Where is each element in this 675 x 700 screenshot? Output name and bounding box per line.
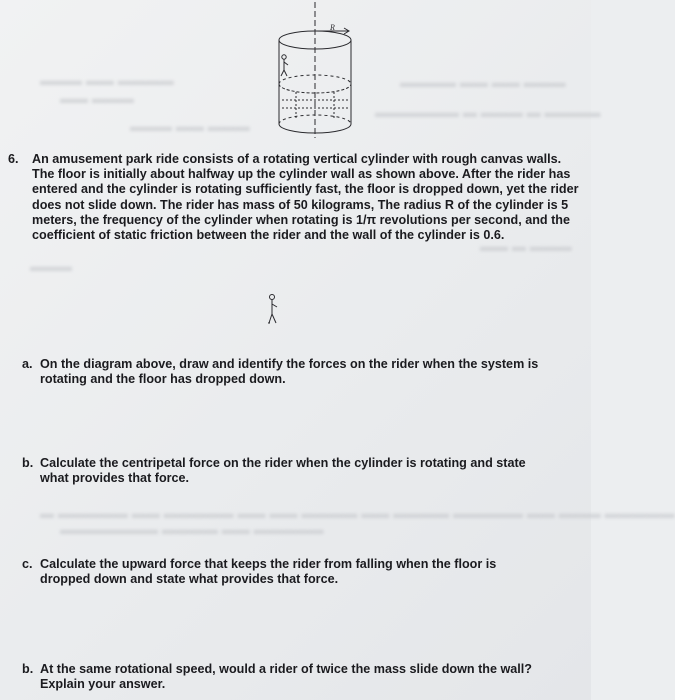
show-through-text: ▬▬▬ <box>30 258 72 274</box>
part-text-line: what provides that force. <box>40 471 190 486</box>
part-text-line: dropped down and state what provides that force. <box>40 572 339 587</box>
part-letter: b. <box>22 662 34 676</box>
show-through-text: ▬ ▬▬▬▬▬ ▬▬ ▬▬▬▬▬ ▬▬ ▬▬ ▬▬▬▬ ▬▬ ▬▬▬▬ ▬▬▬▬▬ ▬▬ ▬▬▬ ▬▬▬▬▬ <box>40 505 675 521</box>
question-text-line: entered and the cylinder is rotating sufficiently fast, the floor is dropped down, yet the rider <box>32 182 579 197</box>
part-letter: b. <box>22 456 34 470</box>
question-text-line: An amusement park ride consists of a rotating vertical cylinder with rough canvas walls. <box>32 152 562 166</box>
question-text-line: The floor is initially about halfway up the cylinder wall as shown above. After the rider has <box>32 167 571 182</box>
question-text-line: does not slide down. The rider has mass of 50 kilograms, The radius R of the cylinder is 5 <box>32 197 569 212</box>
part-a <box>22 357 582 388</box>
rider-free-body-figure <box>262 290 286 330</box>
part-letter: a. <box>22 357 33 371</box>
question-text-line: meters, the frequency of the cylinder when rotating is 1/π revolutions per second, and the <box>32 212 570 227</box>
rotating-cylinder-diagram <box>270 0 360 140</box>
show-through-text: ▬▬ ▬ ▬▬▬ <box>480 238 572 254</box>
question-text-line: coefficient of static friction between the rider and the wall of the cylinder is 0.6. <box>32 228 505 243</box>
part-letter: c. <box>22 557 33 571</box>
rider-figure <box>281 55 288 76</box>
part-text-line: Explain your answer. <box>40 677 166 692</box>
show-through-text: ▬▬ ▬▬▬ <box>60 90 134 106</box>
part-text-line: At the same rotational speed, would a rider of twice the mass slide down the wall? <box>40 662 532 676</box>
question-number: 6. <box>8 152 19 166</box>
show-through-text: ▬▬▬▬▬▬▬ ▬▬▬▬ ▬▬ ▬▬▬▬▬ <box>60 521 324 537</box>
show-through-text: ▬▬▬▬ ▬▬ ▬▬ ▬▬▬ <box>400 74 566 90</box>
show-through-text: ▬▬▬ ▬▬ ▬▬▬▬ <box>40 72 174 88</box>
part-text-line: On the diagram above, draw and identify the forces on the rider when the system is <box>40 357 539 371</box>
part-b-second <box>22 662 582 693</box>
show-through-text: ▬▬▬▬▬▬ ▬ ▬▬▬ ▬ ▬▬▬▬ <box>375 104 601 120</box>
part-text-line: Calculate the upward force that keeps the rider from falling when the floor is <box>40 557 497 571</box>
show-through-text: ▬▬▬ ▬▬ ▬▬▬ <box>130 118 250 134</box>
part-text-line: rotating and the floor has dropped down. <box>40 372 286 387</box>
part-b <box>22 456 582 487</box>
radius-label: R <box>330 23 335 32</box>
part-c <box>22 557 582 588</box>
question-6 <box>8 152 583 243</box>
part-text-line: Calculate the centripetal force on the rider when the cylinder is rotating and state <box>40 456 526 470</box>
